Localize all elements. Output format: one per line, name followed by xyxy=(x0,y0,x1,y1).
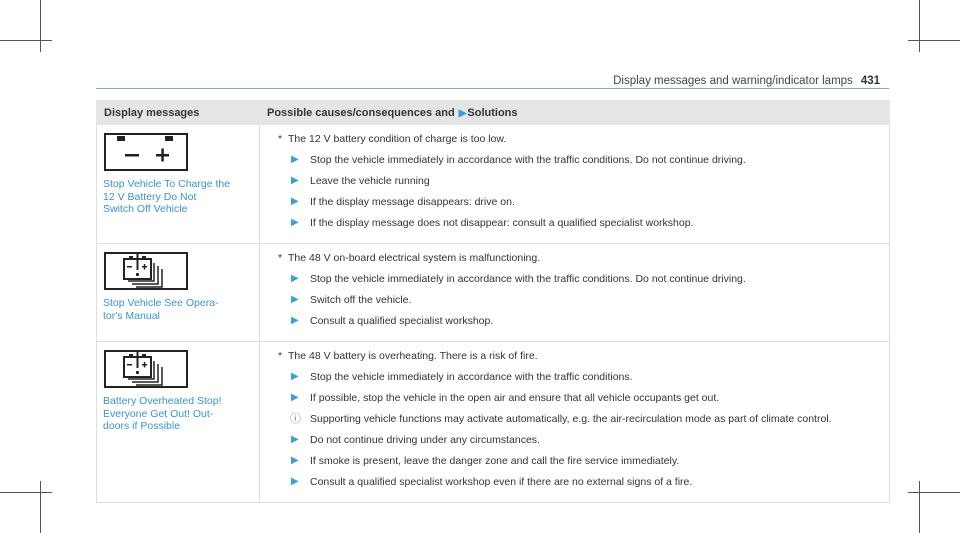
star-marker: * xyxy=(278,133,283,145)
column-header-display-messages: Display messages xyxy=(97,101,260,125)
arrow-bullet-icon: ▶ xyxy=(291,476,299,487)
crop-mark xyxy=(919,0,920,52)
solution-item xyxy=(272,272,881,286)
solution-text: Switch off the vehicle. xyxy=(310,294,412,306)
arrow-bullet-icon: ▶ xyxy=(291,294,299,305)
star-marker: * xyxy=(278,252,283,264)
crop-mark xyxy=(908,492,960,493)
display-message-text xyxy=(103,297,253,322)
solution-text: Stop the vehicle immediately in accordance with the traffic conditions. Do not continue driving. xyxy=(310,273,746,285)
display-message-line: doors if Possible xyxy=(103,420,181,432)
arrow-bullet-icon: ▶ xyxy=(291,315,299,326)
column-header-solutions-label: Solutions xyxy=(467,107,518,119)
table-row xyxy=(97,125,890,244)
display-messages-table xyxy=(96,100,890,503)
solution-item xyxy=(272,454,881,468)
causes-solutions-cell xyxy=(260,244,890,342)
display-message-line: 12 V Battery Do Not xyxy=(103,190,197,203)
solution-item xyxy=(272,433,881,447)
display-message-cell xyxy=(97,125,260,244)
solution-text: If the display message disappears: drive on. xyxy=(310,196,515,208)
causes-solutions-cell xyxy=(260,125,890,244)
page-number: 431 xyxy=(860,75,880,87)
solution-text: If the display message does not disappear: consult a qualified specialist workshop. xyxy=(310,217,694,229)
solution-text: Stop the vehicle immediately in accordance with the traffic conditions. xyxy=(310,371,633,383)
table-row xyxy=(97,244,890,342)
crop-mark xyxy=(40,0,41,52)
display-message-cell xyxy=(97,244,260,342)
info-icon: ⓘ xyxy=(290,413,301,425)
solution-item xyxy=(272,391,881,405)
header-rule xyxy=(96,88,889,89)
arrow-bullet-icon: ▶ xyxy=(291,371,299,382)
column-header-causes-label: Possible causes/consequences and xyxy=(267,107,455,119)
display-message-cell xyxy=(97,342,260,503)
cause-text xyxy=(272,132,881,146)
crop-mark xyxy=(919,481,920,533)
arrow-bullet-icon: ▶ xyxy=(291,217,299,228)
crop-mark xyxy=(908,40,960,41)
48v-battery-warning-icon xyxy=(104,350,188,388)
solution-text: Supporting vehicle functions may activate automatically, e.g. the air-recirculation mode as part of climate control. xyxy=(310,413,832,425)
display-message-text xyxy=(103,178,253,216)
solution-item xyxy=(272,216,881,230)
page-header-title: Display messages and warning/indicator lamps xyxy=(613,75,853,87)
solution-text: If possible, stop the vehicle in the open air and ensure that all vehicle occupants get out. xyxy=(310,392,720,404)
arrow-bullet-icon: ▶ xyxy=(291,434,299,445)
display-message-line: tor's Manual xyxy=(103,309,160,322)
display-message-line: Stop Vehicle See Opera- xyxy=(103,297,219,309)
arrow-bullet-icon: ▶ xyxy=(291,196,299,207)
causes-solutions-cell xyxy=(260,342,890,503)
display-message-line: Battery Overheated Stop! xyxy=(103,395,222,407)
solution-item xyxy=(272,195,881,209)
display-message-line: Switch Off Vehicle xyxy=(103,203,188,215)
arrow-bullet-icon: ▶ xyxy=(291,154,299,165)
crop-mark xyxy=(0,492,52,493)
arrow-bullet-icon: ▶ xyxy=(291,455,299,466)
solution-text: Leave the vehicle running xyxy=(310,175,430,187)
solution-item xyxy=(272,475,881,489)
note-item xyxy=(272,412,881,426)
display-message-text xyxy=(103,395,253,433)
solution-item xyxy=(272,370,881,384)
solution-text: Consult a qualified specialist workshop even if there are no external signs of a fire. xyxy=(310,476,693,488)
display-message-line: Stop Vehicle To Charge the xyxy=(103,178,231,190)
solutions-arrow-icon: ▶ xyxy=(458,108,467,119)
page-header xyxy=(613,75,880,87)
table-header-row xyxy=(97,101,890,125)
solution-text: Do not continue driving under any circumstances. xyxy=(310,434,540,446)
cause-label: The 48 V on-board electrical system is malfunctioning. xyxy=(288,252,541,264)
solution-item xyxy=(272,293,881,307)
12v-battery-icon xyxy=(104,133,188,171)
arrow-bullet-icon: ▶ xyxy=(291,273,299,284)
solution-text: Stop the vehicle immediately in accordance with the traffic conditions. Do not continue driving. xyxy=(310,154,746,166)
table-row xyxy=(97,342,890,503)
solution-item xyxy=(272,153,881,167)
display-message-line: Everyone Get Out! Out- xyxy=(103,407,214,420)
column-header-causes xyxy=(260,101,890,125)
cause-text xyxy=(272,349,881,363)
crop-mark xyxy=(0,40,52,41)
cause-text xyxy=(272,251,881,265)
48v-battery-warning-icon xyxy=(104,252,188,290)
arrow-bullet-icon: ▶ xyxy=(291,175,299,186)
cause-label: The 48 V battery is overheating. There is a risk of fire. xyxy=(288,350,538,362)
solution-text: Consult a qualified specialist workshop. xyxy=(310,315,494,327)
star-marker: * xyxy=(278,350,283,362)
crop-mark xyxy=(40,481,41,533)
cause-label: The 12 V battery condition of charge is too low. xyxy=(288,133,507,145)
solution-text: If smoke is present, leave the danger zone and call the fire service immediately. xyxy=(310,455,680,467)
arrow-bullet-icon: ▶ xyxy=(291,392,299,403)
solution-item xyxy=(272,314,881,328)
solution-item xyxy=(272,174,881,188)
